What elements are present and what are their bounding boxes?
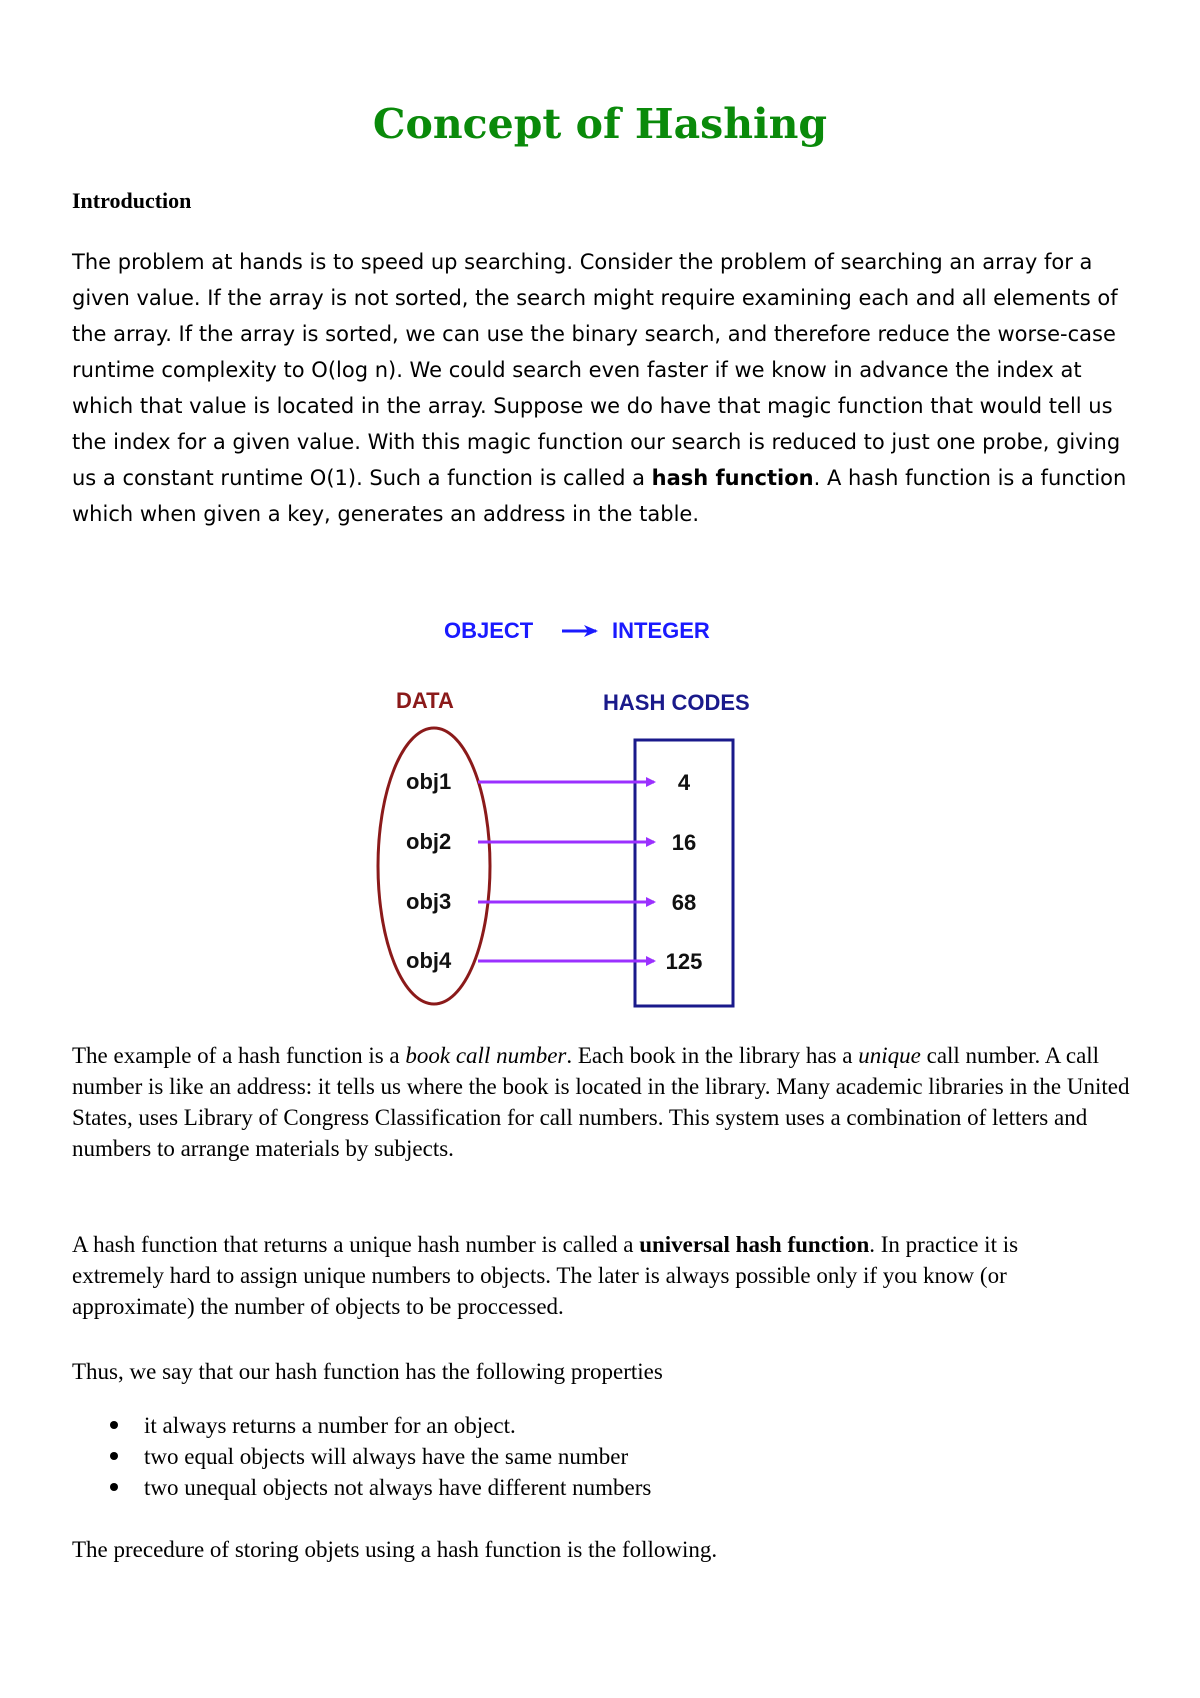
example-italic-unique: unique <box>858 1043 921 1068</box>
mapping-row-4 <box>406 948 702 974</box>
mapping-row-2 <box>406 829 696 855</box>
hash-code-value: 68 <box>671 890 697 915</box>
intro-bold-term: hash function <box>651 466 814 490</box>
page-title: Concept of Hashing <box>372 100 828 148</box>
diagram-hash-codes-label: HASH CODES <box>603 690 750 715</box>
universal-hash-paragraph <box>72 1229 1112 1322</box>
example-italic-call-number: book call number <box>405 1043 567 1068</box>
intro-text-2: . A hash function is a function which when given a key, generates an address in the table. <box>72 466 1127 526</box>
example-paragraph <box>72 1040 1152 1164</box>
object-label: obj4 <box>406 948 452 973</box>
list-item <box>72 1410 1072 1441</box>
procedure-paragraph: The precedure of storing objets using a hash function is the following. <box>72 1537 718 1562</box>
diagram-header-integer: INTEGER <box>612 618 710 643</box>
diagram-data-label: DATA <box>396 688 454 713</box>
mapping-row-3 <box>406 889 696 915</box>
object-label: obj3 <box>406 889 452 914</box>
mapping-row-1 <box>406 769 691 795</box>
example-text-2: . Each book in the library has a <box>566 1043 859 1068</box>
universal-bold-term: universal hash function <box>639 1232 870 1257</box>
properties-list <box>72 1410 1072 1503</box>
universal-text-2: . In practice it is extremely hard to assign unique numbers to objects. The later is always possible only if you know (or approximate) the number of objects to be proccessed. <box>72 1232 1019 1319</box>
example-text-3: call number. A call number is like an address: it tells us where the book is located in the library. Many academic libraries in the United States, uses Library of Congress Classification for call numbers. This system uses a combination of letters and numbers to arrange materials by subjects. <box>72 1043 1130 1161</box>
list-item-text: two unequal objects not always have different numbers <box>144 1475 652 1500</box>
intro-paragraph <box>72 244 1132 532</box>
list-item-text: two equal objects will always have the same number <box>144 1444 629 1469</box>
list-item <box>72 1472 1072 1503</box>
list-item-text: it always returns a number for an object. <box>144 1413 516 1438</box>
hash-code-value: 4 <box>677 770 691 795</box>
object-label: obj2 <box>406 829 452 854</box>
bullet-icon <box>110 1421 118 1429</box>
intro-text-1: The problem at hands is to speed up searching. Consider the problem of searching an array for a given value. If the array is not sorted, the search might require examining each and all elements of the array. If the array is sorted, we can use the binary search, and therefore reduce the worse-case runtime complexity to O(log n). We could search even faster if we know in advance the index at which that value is located in the array. Suppose we do have that magic function that would tell us the index for a given value. With this magic function our search is reduced to just one probe, giving us a constant runtime O(1). Such a function is called a <box>72 250 1121 490</box>
list-item <box>72 1441 1072 1472</box>
properties-intro-paragraph: Thus, we say that our hash function has the following properties <box>72 1359 663 1384</box>
object-label: obj1 <box>406 769 452 794</box>
universal-text-1: A hash function that returns a unique hash number is called a <box>72 1232 640 1257</box>
hash-code-value: 125 <box>665 949 703 974</box>
diagram-header-object: OBJECT <box>444 618 534 643</box>
hash-code-value: 16 <box>671 830 697 855</box>
bullet-icon <box>110 1452 118 1460</box>
hash-diagram <box>360 600 800 1020</box>
example-text-1: The example of a hash function is a <box>72 1043 406 1068</box>
section-heading-introduction: Introduction <box>72 188 192 213</box>
bullet-icon <box>110 1483 118 1491</box>
